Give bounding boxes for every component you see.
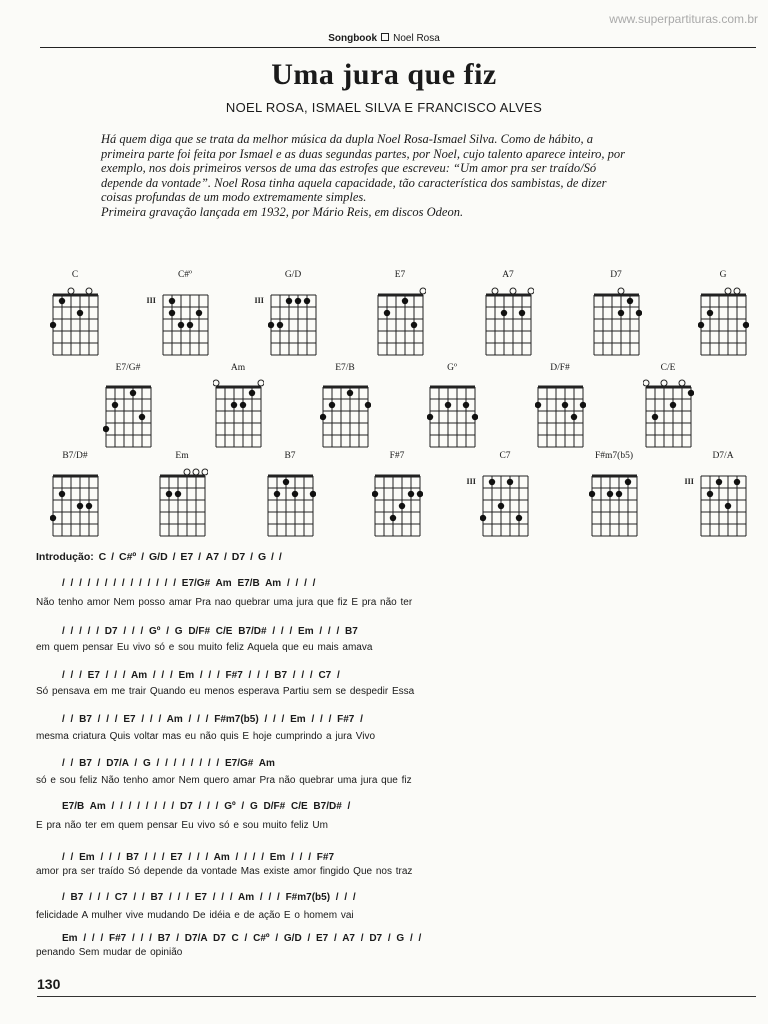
song-title: Uma jura que fiz [271,58,497,91]
chord-diagram [480,468,531,542]
chord-diagram [50,287,101,361]
finger-dot [268,322,274,328]
finger-dot [282,479,288,485]
chord-name: B7/D# [62,451,88,461]
chord-name: D7/A [712,451,734,461]
lyric-line: só e sou feliz Não tenho amor Nem quero amar Pra não quebrar uma jura que fiz [36,775,412,786]
open-string-marker [528,288,534,294]
chord-name: E7 [394,270,406,280]
finger-dot [103,426,109,432]
finger-dot [85,503,91,509]
finger-dot [410,322,416,328]
square-bullet-icon [381,33,389,41]
open-string-marker [661,380,667,386]
finger-dot [177,322,183,328]
chord-diagram [589,468,640,542]
chord-line: / / / / / / / / / / / / / / E7/G# Am E7/B Am / / / / [62,578,316,589]
chord-line: / B7 / / / C7 / / B7 / / / E7 / / / Am / / / F#m7(b5) / / / [62,892,356,903]
finger-dot [285,298,291,304]
chord-name: E7/B [335,363,355,373]
chord-name: D/F# [550,363,570,373]
open-string-marker [725,288,731,294]
chord-diagram [591,287,642,361]
finger-dot [715,479,721,485]
open-string-marker [492,288,498,294]
intro-paragraph [101,132,701,219]
chord-diagram [50,468,101,542]
fret-position-label: III [146,296,156,305]
finger-dot [276,322,282,328]
finger-dot [398,503,404,509]
chord-line: / / / E7 / / / Am / / / Em / / / F#7 / / / B7 / / / C7 / [62,670,340,681]
running-head-book: Songbook [328,33,378,44]
finger-dot [248,390,254,396]
finger-dot [230,402,236,408]
finger-dot [58,298,64,304]
finger-dot [129,390,135,396]
finger-dot [561,402,567,408]
finger-dot [328,402,334,408]
footer-rule [37,996,756,997]
finger-dot [291,491,297,497]
chord-name: Em [175,451,189,461]
running-head [0,33,768,44]
chord-name: Gº [447,363,457,373]
finger-dot [273,491,279,497]
finger-dot [416,491,422,497]
finger-dot [138,414,144,420]
finger-dot [294,298,300,304]
open-string-marker [193,469,199,475]
fret-position-label: III [254,296,264,305]
page-number: 130 [37,976,61,992]
finger-dot [76,503,82,509]
finger-dot [570,414,576,420]
finger-dot [617,310,623,316]
open-string-marker [734,288,740,294]
finger-dot [626,298,632,304]
running-head-artist: Noel Rosa [393,33,440,44]
chord-diagram [268,287,319,361]
chord-diagram [698,287,749,361]
finger-dot [76,310,82,316]
chord-name: D7 [610,270,622,280]
finger-dot [320,414,326,420]
song-authors: NOEL ROSA, ISMAEL SILVA E FRANCISCO ALVES [225,100,543,115]
finger-dot [500,310,506,316]
open-string-marker [86,288,92,294]
fret-position-label: III [466,477,476,486]
lyric-line: Só pensava em me trair Quando eu menos esperava Partiu sem se despedir Essa [36,686,415,697]
open-string-marker [202,469,208,475]
finger-dot [407,491,413,497]
lyric-line: penando Sem mudar de opinião [36,947,183,958]
finger-dot [687,390,693,396]
open-string-marker [679,380,685,386]
intro-line: Primeira gravação lançada em 1932, por Mário Reis, em discos Odeon. [101,204,464,219]
chord-name: F#m7(b5) [595,451,633,461]
chord-name: B7 [284,451,296,461]
intro-line: Há quem diga que se trata da melhor música da dupla Noel Rosa-Ismael Silva. Como de hábito, a [101,132,593,146]
finger-dot [624,479,630,485]
finger-dot [309,491,315,497]
finger-dot [506,479,512,485]
intro-line: depende da vontade”. Noel Rosa tinha aquela capacidade, tão característica dos sambistas, de dizer [101,175,607,190]
header-rule [40,47,756,48]
finger-dot [518,310,524,316]
finger-dot [364,402,370,408]
lyric-line: em quem pensar Eu vivo só e sou muito feliz Aquela que eu mais amava [36,642,373,653]
finger-dot [372,491,378,497]
chord-diagram [160,287,211,361]
finger-dot [733,479,739,485]
fret-position-label: III [684,477,694,486]
finger-dot [383,310,389,316]
finger-dot [515,515,521,521]
finger-dot [651,414,657,420]
finger-dot [669,402,675,408]
finger-dot [174,491,180,497]
chord-name: F#7 [389,451,405,461]
finger-dot [111,402,117,408]
finger-dot [186,322,192,328]
finger-dot [165,491,171,497]
finger-dot [303,298,309,304]
chord-name: C [71,270,79,280]
chord-name: G [719,270,727,280]
lyric-line: felicidade A mulher vive mudando De idéia e de ação E o homem vai [36,910,354,921]
chord-name: E7/G# [115,363,141,373]
finger-dot [401,298,407,304]
open-string-marker [213,380,219,386]
introduction-line: Introdução: C / C#º / G/D / E7 / A7 / D7 / G / / [36,551,282,563]
open-string-marker [643,380,649,386]
lyric-line: mesma criatura Quis voltar mas eu não quis E hoje cumprindo a jura Vivo [36,731,376,742]
open-string-marker [258,380,264,386]
open-string-marker [184,469,190,475]
chord-diagram [483,287,534,361]
chord-line: / / B7 / D7/A / G / / / / / / / / E7/G# Am [62,758,275,769]
finger-dot [589,491,595,497]
lyric-line: E pra não ter em quem pensar Eu vivo só e sou muito feliz Um [36,820,328,831]
finger-dot [195,310,201,316]
chord-name: C/E [660,363,676,373]
finger-dot [50,322,56,328]
finger-dot [444,402,450,408]
chord-diagram [427,379,478,453]
finger-dot [239,402,245,408]
finger-dot [724,503,730,509]
finger-dot [742,322,748,328]
chord-diagram [320,379,371,453]
finger-dot [488,479,494,485]
chord-name: G/D [284,270,302,280]
open-string-marker [68,288,74,294]
chord-diagram [103,379,154,453]
chord-diagram [698,468,749,542]
finger-dot [50,515,56,521]
finger-dot [706,491,712,497]
finger-dot [535,402,541,408]
intro-line: primeira parte foi feita por Ismael e as duas segundas partes, por Noel, cujo talento aparece inteiro, por [101,146,626,161]
chord-line: / / B7 / / / E7 / / / Am / / / F#m7(b5) / / / Em / / / F#7 / [62,714,363,725]
chord-diagram [157,468,208,542]
open-string-marker [510,288,516,294]
chord-name: C#º [177,270,193,280]
finger-dot [480,515,486,521]
finger-dot [58,491,64,497]
chord-line: E7/B Am / / / / / / / / D7 / / / Gº / G D/F# C/E B7/D# / [62,801,351,812]
finger-dot [168,310,174,316]
open-string-marker [420,288,426,294]
lyric-line: amor pra ser traído Só depende da vontade Mas existe amor fingido Que nos traz [36,866,413,877]
chord-diagram [213,379,264,453]
finger-dot [346,390,352,396]
chord-line: Em / / / F#7 / / / B7 / D7/A D7 C / C#º / G/D / E7 / A7 / D7 / G / / [62,933,422,944]
chord-diagram [265,468,316,542]
watermark: www.superpartituras.com.br [609,12,758,26]
intro-line: exemplo, nos dois primeiros versos de uma das estrofes que escreveu: “Um amor pra ser traído/Só [101,161,597,175]
finger-dot [579,402,585,408]
chord-line: / / Em / / / B7 / / / E7 / / / Am / / / / Em / / / F#7 [62,852,335,863]
chord-diagram [643,379,694,453]
lyric-line: Não tenho amor Nem posso amar Pra nao quebrar uma jura que fiz E pra não ter [36,597,413,608]
finger-dot [497,503,503,509]
chord-line: / / / / / D7 / / / Gº / G D/F# C/E B7/D# / / / Em / / / B7 [62,626,358,637]
finger-dot [615,491,621,497]
chord-diagram [375,287,426,361]
finger-dot [698,322,704,328]
finger-dot [462,402,468,408]
finger-dot [168,298,174,304]
chord-name: A7 [502,270,514,280]
finger-dot [389,515,395,521]
finger-dot [635,310,641,316]
finger-dot [471,414,477,420]
finger-dot [706,310,712,316]
finger-dot [606,491,612,497]
finger-dot [427,414,433,420]
chord-name: C7 [499,451,511,461]
chord-diagram [535,379,586,453]
chord-diagram [372,468,423,542]
chord-name: Am [230,363,246,373]
open-string-marker [618,288,624,294]
intro-line: coisas profundas de um modo extremamente simples. [101,190,367,204]
